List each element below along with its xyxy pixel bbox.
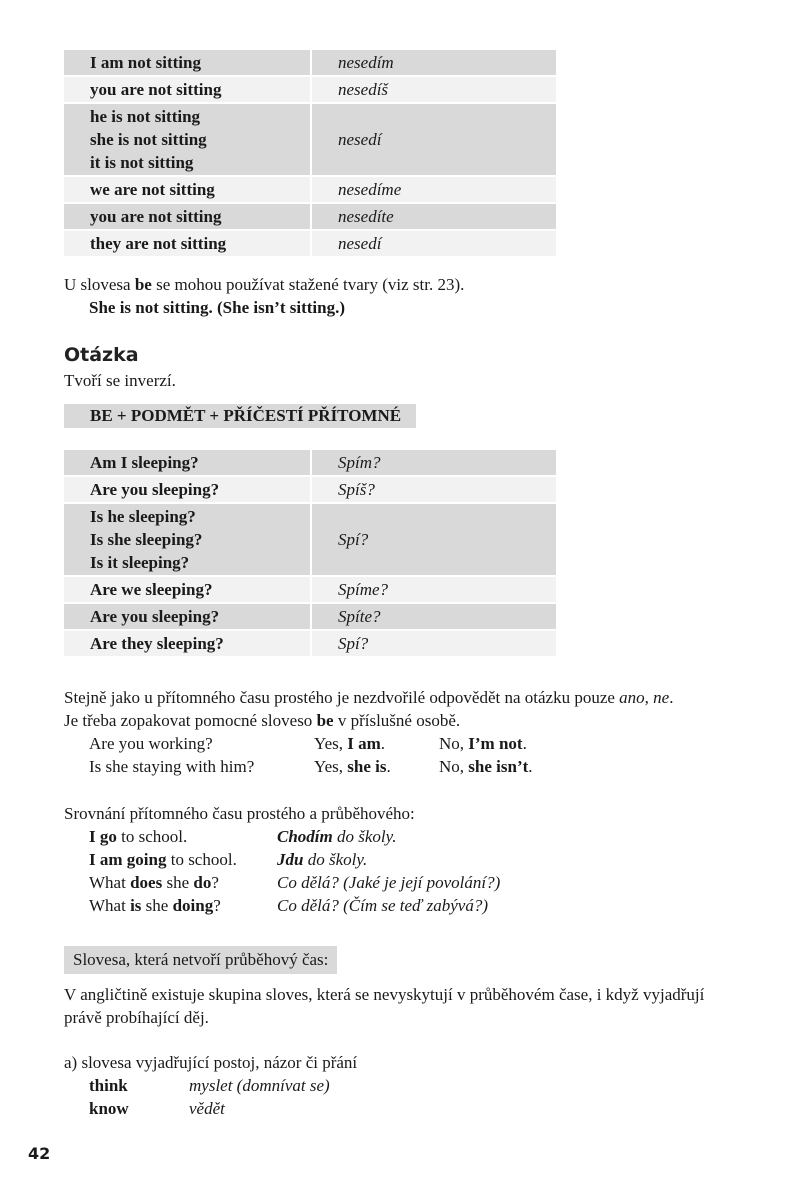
example-no-answer bbox=[439, 732, 527, 755]
answer-part: Yes, bbox=[314, 734, 348, 753]
english-form: she is not sitting bbox=[90, 130, 207, 149]
table-row bbox=[64, 176, 556, 203]
english-form-cell bbox=[64, 176, 311, 203]
english-form-cell bbox=[64, 103, 311, 176]
english-form: it is not sitting bbox=[90, 153, 194, 172]
text-segment: to school. bbox=[116, 827, 188, 846]
comparison-intro: Srovnání přítomného času prostého a průběhového: bbox=[64, 804, 415, 823]
table-row bbox=[64, 503, 556, 576]
czech-form: Spím? bbox=[311, 450, 556, 476]
czech-form: Spí? bbox=[311, 630, 556, 656]
english-form-cell bbox=[64, 50, 311, 76]
stative-verb-czech: vědět bbox=[189, 1099, 225, 1118]
example-yes-answer bbox=[314, 732, 385, 755]
english-form-cell bbox=[64, 476, 311, 503]
english-form-cell bbox=[64, 576, 311, 603]
answer-part: she isn’t bbox=[468, 757, 529, 776]
comparison-czech bbox=[277, 894, 488, 917]
text-segment: Jdu bbox=[277, 850, 304, 869]
example-yes-answer bbox=[314, 755, 391, 778]
comparison-czech bbox=[277, 871, 500, 894]
comparison-czech bbox=[277, 848, 367, 871]
english-form: Are we sleeping? bbox=[90, 580, 213, 599]
contraction-note bbox=[64, 273, 464, 296]
table-row bbox=[64, 603, 556, 630]
text-segment: does bbox=[130, 873, 163, 892]
english-form-cell bbox=[64, 630, 311, 656]
answer-part: I am bbox=[347, 734, 381, 753]
english-form-cell bbox=[64, 76, 311, 103]
text-segment: to school. bbox=[166, 850, 237, 869]
stative-verb-english: know bbox=[89, 1099, 129, 1118]
english-form: Are you sleeping? bbox=[90, 607, 220, 626]
english-form-cell bbox=[64, 230, 311, 256]
czech-form: nesedí bbox=[311, 230, 556, 256]
comparison-english bbox=[89, 871, 219, 894]
table-row bbox=[64, 576, 556, 603]
table-row bbox=[64, 230, 556, 256]
english-form-cell bbox=[64, 503, 311, 576]
answer-part: No, bbox=[439, 734, 469, 753]
table-row bbox=[64, 76, 556, 103]
english-form: Is he sleeping? bbox=[90, 507, 196, 526]
english-form: Is she sleeping? bbox=[90, 530, 203, 549]
stative-paragraph-line-2: právě probíhající děj. bbox=[64, 1008, 209, 1027]
table-row bbox=[64, 103, 556, 176]
comparison-czech bbox=[277, 825, 397, 848]
group-a-heading: a) slovesa vyjadřující postoj, názor či přání bbox=[64, 1053, 358, 1072]
english-form: they are not sitting bbox=[90, 234, 227, 253]
answer-part: . bbox=[380, 734, 386, 753]
answer-part: . bbox=[528, 757, 533, 776]
example-question: Are you working? bbox=[89, 734, 213, 753]
text-segment: ? bbox=[211, 873, 219, 892]
comparison-english bbox=[89, 825, 187, 848]
text-segment: Co dělá? (Jaké je její povolání?) bbox=[277, 873, 501, 892]
table-row bbox=[64, 630, 556, 656]
english-form: Is it sleeping? bbox=[90, 553, 190, 572]
english-form: he is not sitting bbox=[90, 107, 201, 126]
czech-form: Spí? bbox=[311, 503, 556, 576]
czech-form: Spíme? bbox=[311, 576, 556, 603]
page-number: 42 bbox=[28, 1144, 51, 1163]
question-forms-table bbox=[64, 450, 556, 656]
negative-forms-table bbox=[64, 50, 556, 256]
comparison-english bbox=[89, 894, 221, 917]
contraction-example: She is not sitting. (She isn’t sitting.) bbox=[89, 298, 345, 317]
text-segment: I am going bbox=[89, 850, 167, 869]
table-row bbox=[64, 203, 556, 230]
english-form-cell bbox=[64, 203, 311, 230]
answer-part: . bbox=[386, 757, 391, 776]
text-segment: ? bbox=[213, 896, 221, 915]
section-heading-otazka: Otázka bbox=[64, 344, 139, 366]
stative-verb-english: think bbox=[89, 1076, 128, 1095]
answers-line-1: Stejně jako u přítomného času prostého je nezdvořilé odpovědět na otázku pouze ano, ne. bbox=[64, 688, 674, 707]
text-segment: she bbox=[141, 896, 173, 915]
english-form: we are not sitting bbox=[90, 180, 215, 199]
english-form: you are not sitting bbox=[90, 207, 222, 226]
text-segment: Chodím bbox=[277, 827, 333, 846]
answer-part: I’m not bbox=[468, 734, 523, 753]
answer-part: Yes, bbox=[314, 757, 348, 776]
answer-part: No, bbox=[439, 757, 469, 776]
note-text: U slovesa bbox=[64, 275, 135, 294]
czech-form: Spíš? bbox=[311, 476, 556, 503]
answer-part: . bbox=[522, 734, 527, 753]
czech-form: nesedím bbox=[311, 50, 556, 76]
text-segment: I go bbox=[89, 827, 117, 846]
czech-form: Spíte? bbox=[311, 603, 556, 630]
table-row bbox=[64, 50, 556, 76]
text-segment: What bbox=[89, 896, 131, 915]
stative-verb-czech: myslet (domnívat se) bbox=[189, 1076, 330, 1095]
text-segment: What bbox=[89, 873, 131, 892]
english-form: Are they sleeping? bbox=[90, 634, 224, 653]
text-segment: doing bbox=[172, 896, 214, 915]
table-row bbox=[64, 476, 556, 503]
czech-form: nesedíme bbox=[311, 176, 556, 203]
note-bold-verb: be bbox=[134, 275, 152, 294]
english-form: Am I sleeping? bbox=[90, 453, 199, 472]
english-form: Are you sleeping? bbox=[90, 480, 220, 499]
english-form-cell bbox=[64, 450, 311, 476]
text-segment: is bbox=[130, 896, 142, 915]
comparison-english bbox=[89, 848, 237, 871]
stative-verbs-label: Slovesa, která netvoří průběhový čas: bbox=[64, 946, 337, 974]
text-segment: she bbox=[162, 873, 194, 892]
example-question: Is she staying with him? bbox=[89, 757, 255, 776]
english-form: you are not sitting bbox=[90, 80, 222, 99]
english-form: I am not sitting bbox=[90, 53, 201, 72]
czech-form: nesedíš bbox=[311, 76, 556, 103]
english-form-cell bbox=[64, 603, 311, 630]
text-segment: do školy. bbox=[303, 850, 368, 869]
otazka-intro: Tvoří se inverzí. bbox=[64, 371, 176, 390]
answer-part: she is bbox=[347, 757, 387, 776]
note-text-end: se mohou používat stažené tvary (viz str. 23). bbox=[151, 275, 465, 294]
answers-line-2: Je třeba zopakovat pomocné sloveso be v příslušné osobě. bbox=[64, 711, 461, 730]
czech-form: nesedí bbox=[311, 103, 556, 176]
text-segment: do bbox=[193, 873, 212, 892]
table-row bbox=[64, 450, 556, 476]
czech-form: nesedíte bbox=[311, 203, 556, 230]
formula-box: BE + PODMĚT + PŘÍČESTÍ PŘÍTOMNÉ bbox=[64, 404, 416, 428]
stative-paragraph-line-1: V angličtině existuje skupina sloves, která se nevyskytují v průběhovém čase, i když vyjadřují bbox=[64, 985, 705, 1004]
text-segment: do školy. bbox=[332, 827, 397, 846]
example-no-answer bbox=[439, 755, 533, 778]
text-segment: Co dělá? (Čím se teď zabývá?) bbox=[277, 896, 488, 915]
